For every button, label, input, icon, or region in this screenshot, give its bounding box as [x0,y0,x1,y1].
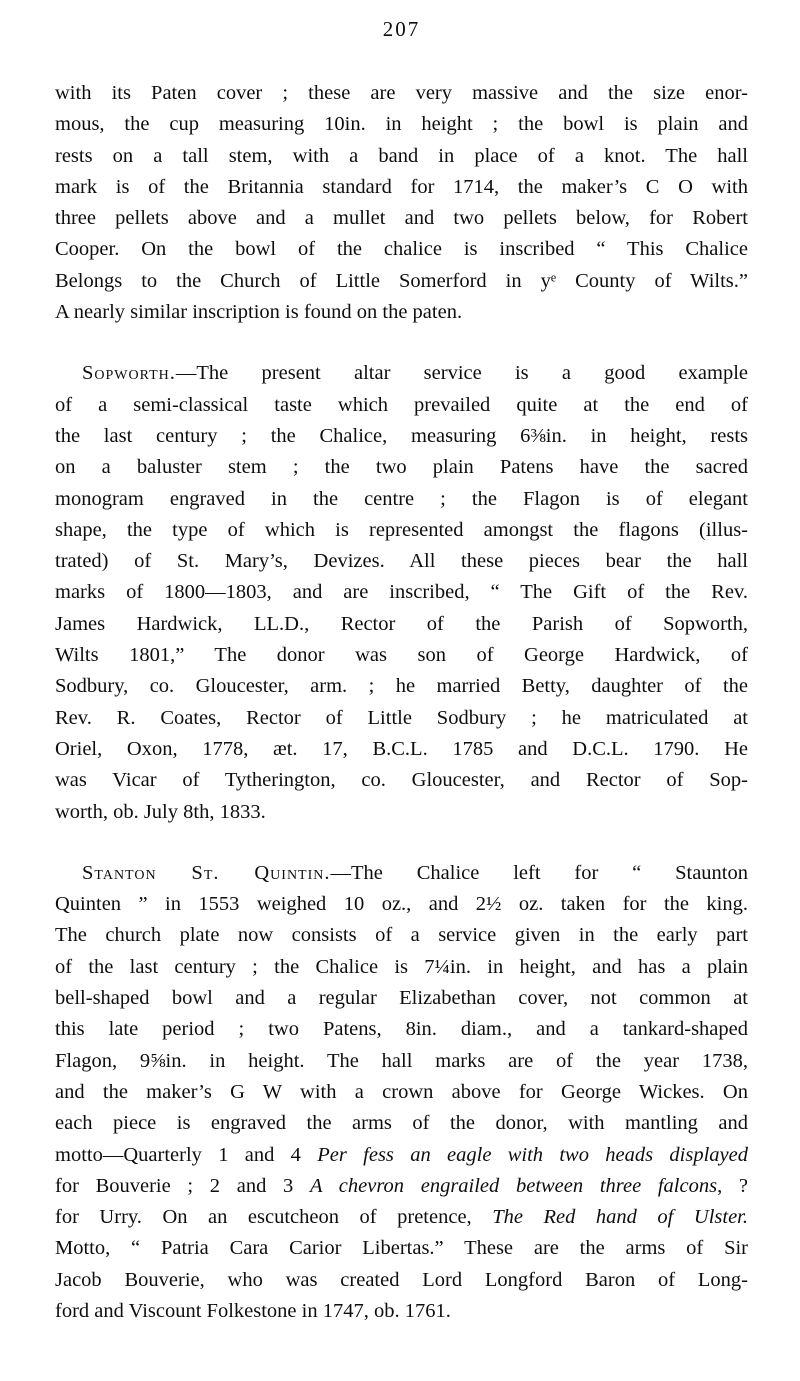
stanton-heading: Stanton St. Quintin. [82,861,331,884]
text-line [55,1014,748,1045]
text-run: each piece is engraved the arms of the donor, with mantling and [55,1112,748,1135]
text-line [55,734,748,765]
text-run: three pellets above and a mullet and two pellets below, for Robert [55,207,748,230]
text-run: mark is of the Britannia standard for 1714, the maker’s C O with [55,175,748,198]
text-line [55,640,748,671]
text-line [55,452,748,483]
text-line [55,765,748,796]
text-run: and the maker’s G W with a crown above for George Wickes. On [55,1080,748,1103]
text-line [55,1108,748,1139]
heraldic-blazon-ulster: The Red hand of Ulster. [492,1206,749,1229]
text-run: ford and Viscount Folkestone in 1747, ob. 1761. [55,1299,451,1322]
text-run: rests on a tall stem, with a band in place of a knot. The hall [55,144,748,167]
text-run: Sodbury, co. Gloucester, arm. ; he married Betty, daughter of the [55,675,748,698]
text-line [55,858,748,889]
text-line [55,1296,748,1327]
text-run: Jacob Bouverie, who was created Lord Longford Baron of Long- [55,1268,748,1291]
text-run: —The present altar service is a good example [175,362,748,385]
text-line [55,920,748,951]
text-line [55,1202,748,1233]
text-line [55,1265,748,1296]
text-run: Wilts 1801,” The donor was son of George Hardwick, of [55,644,748,667]
heraldic-blazon-urry: A chevron engrailed between three falcons [309,1174,718,1197]
paragraph-sopworth [55,358,748,827]
text-run: motto—Quarterly 1 and 4 [55,1143,318,1166]
text-line [55,577,748,608]
text-line [55,546,748,577]
text-run: worth, ob. July 8th, 1833. [55,800,266,823]
text-run: of a semi-classical taste which prevailed quite at the end of [55,393,748,416]
text-line [55,703,748,734]
text-run: Flagon, 9⅝in. in height. The hall marks are of the year 1738, [55,1049,748,1072]
text-line [55,358,748,389]
page-number: 207 [382,17,421,41]
text-line [55,952,748,983]
text-run: mous, the cup measuring 10in. in height ; the bowl is plain and [55,113,748,136]
text-line [55,78,748,109]
text-run: with its Paten cover ; these are very massive and the size enor- [55,82,748,104]
text-run: was Vicar of Tytherington, co. Gloucester, and Rector of Sop- [55,769,748,792]
text-line [55,234,748,265]
text-line [55,1233,748,1264]
text-run: Motto, “ Patria Cara Carior Libertas.” These are the arms of Sir [55,1237,748,1260]
text-run: The church plate now consists of a service given in the early part [55,924,748,947]
text-run: Cooper. On the bowl of the chalice is inscribed “ This Chalice [55,238,748,261]
text-run: for Bouverie ; 2 and 3 [55,1174,310,1197]
paragraph-little-somerford [55,78,748,328]
text-line [55,1171,748,1202]
sopworth-heading: Sopworth. [82,362,176,385]
text-run: Quinten ” in 1553 weighed 10 oz., and 2½ oz. taken for the king. [55,893,748,916]
text-run: marks of 1800—1803, and are inscribed, “ The Gift of the Rev. [55,581,748,604]
text-line [55,390,748,421]
text-line [55,797,748,828]
text-run: for Urry. On an escutcheon of pretence, [55,1206,493,1229]
text-run: shape, the type of which is represented amongst the flagons (illus- [55,518,748,541]
text-run: James Hardwick, LL.D., Rector of the Parish of Sopworth, [55,612,748,635]
text-run: trated) of St. Mary’s, Devizes. All these pieces bear the hall [55,550,748,573]
text-line [55,141,748,172]
text-run: , ? [717,1174,748,1197]
text-run: the last century ; the Chalice, measuring 6⅜in. in height, rests [55,424,748,447]
text-run: monogram engraved in the centre ; the Flagon is of elegant [55,487,748,510]
text-run: —The Chalice left for “ Staunton [330,861,748,884]
text-run: bell-shaped bowl and a regular Elizabethan cover, not common at [55,987,748,1010]
text-line [55,889,748,920]
text-line [55,172,748,203]
text-run: Belongs to the Church of Little Somerford in yᵉ County of Wilts.” [55,269,748,292]
text-run: on a baluster stem ; the two plain Patens have the sacred [55,456,748,479]
text-line [55,203,748,234]
text-line [55,515,748,546]
text-line [55,484,748,515]
text-run: of the last century ; the Chalice is 7¼in. in height, and has a plain [55,955,748,978]
text-line [55,609,748,640]
text-line [55,266,748,297]
text-run: this late period ; two Patens, 8in. diam., and a tankard-shaped [55,1018,748,1041]
heraldic-blazon-bouverie: Per fess an eagle with two heads displayed [317,1143,748,1166]
text-line [55,1046,748,1077]
text-line [55,421,748,452]
text-line [55,1140,748,1171]
text-run: Oriel, Oxon, 1778, æt. 17, B.C.L. 1785 and D.C.L. 1790. He [55,737,748,760]
text-line [55,297,748,328]
text-run: Rev. R. Coates, Rector of Little Sodbury ; he matriculated at [55,706,748,729]
text-line [55,983,748,1014]
text-line [55,671,748,702]
text-run: A nearly similar inscription is found on the paten. [55,301,463,324]
text-line [55,1077,748,1108]
text-line [55,109,748,140]
paragraph-stanton-st-quintin [55,858,748,1327]
